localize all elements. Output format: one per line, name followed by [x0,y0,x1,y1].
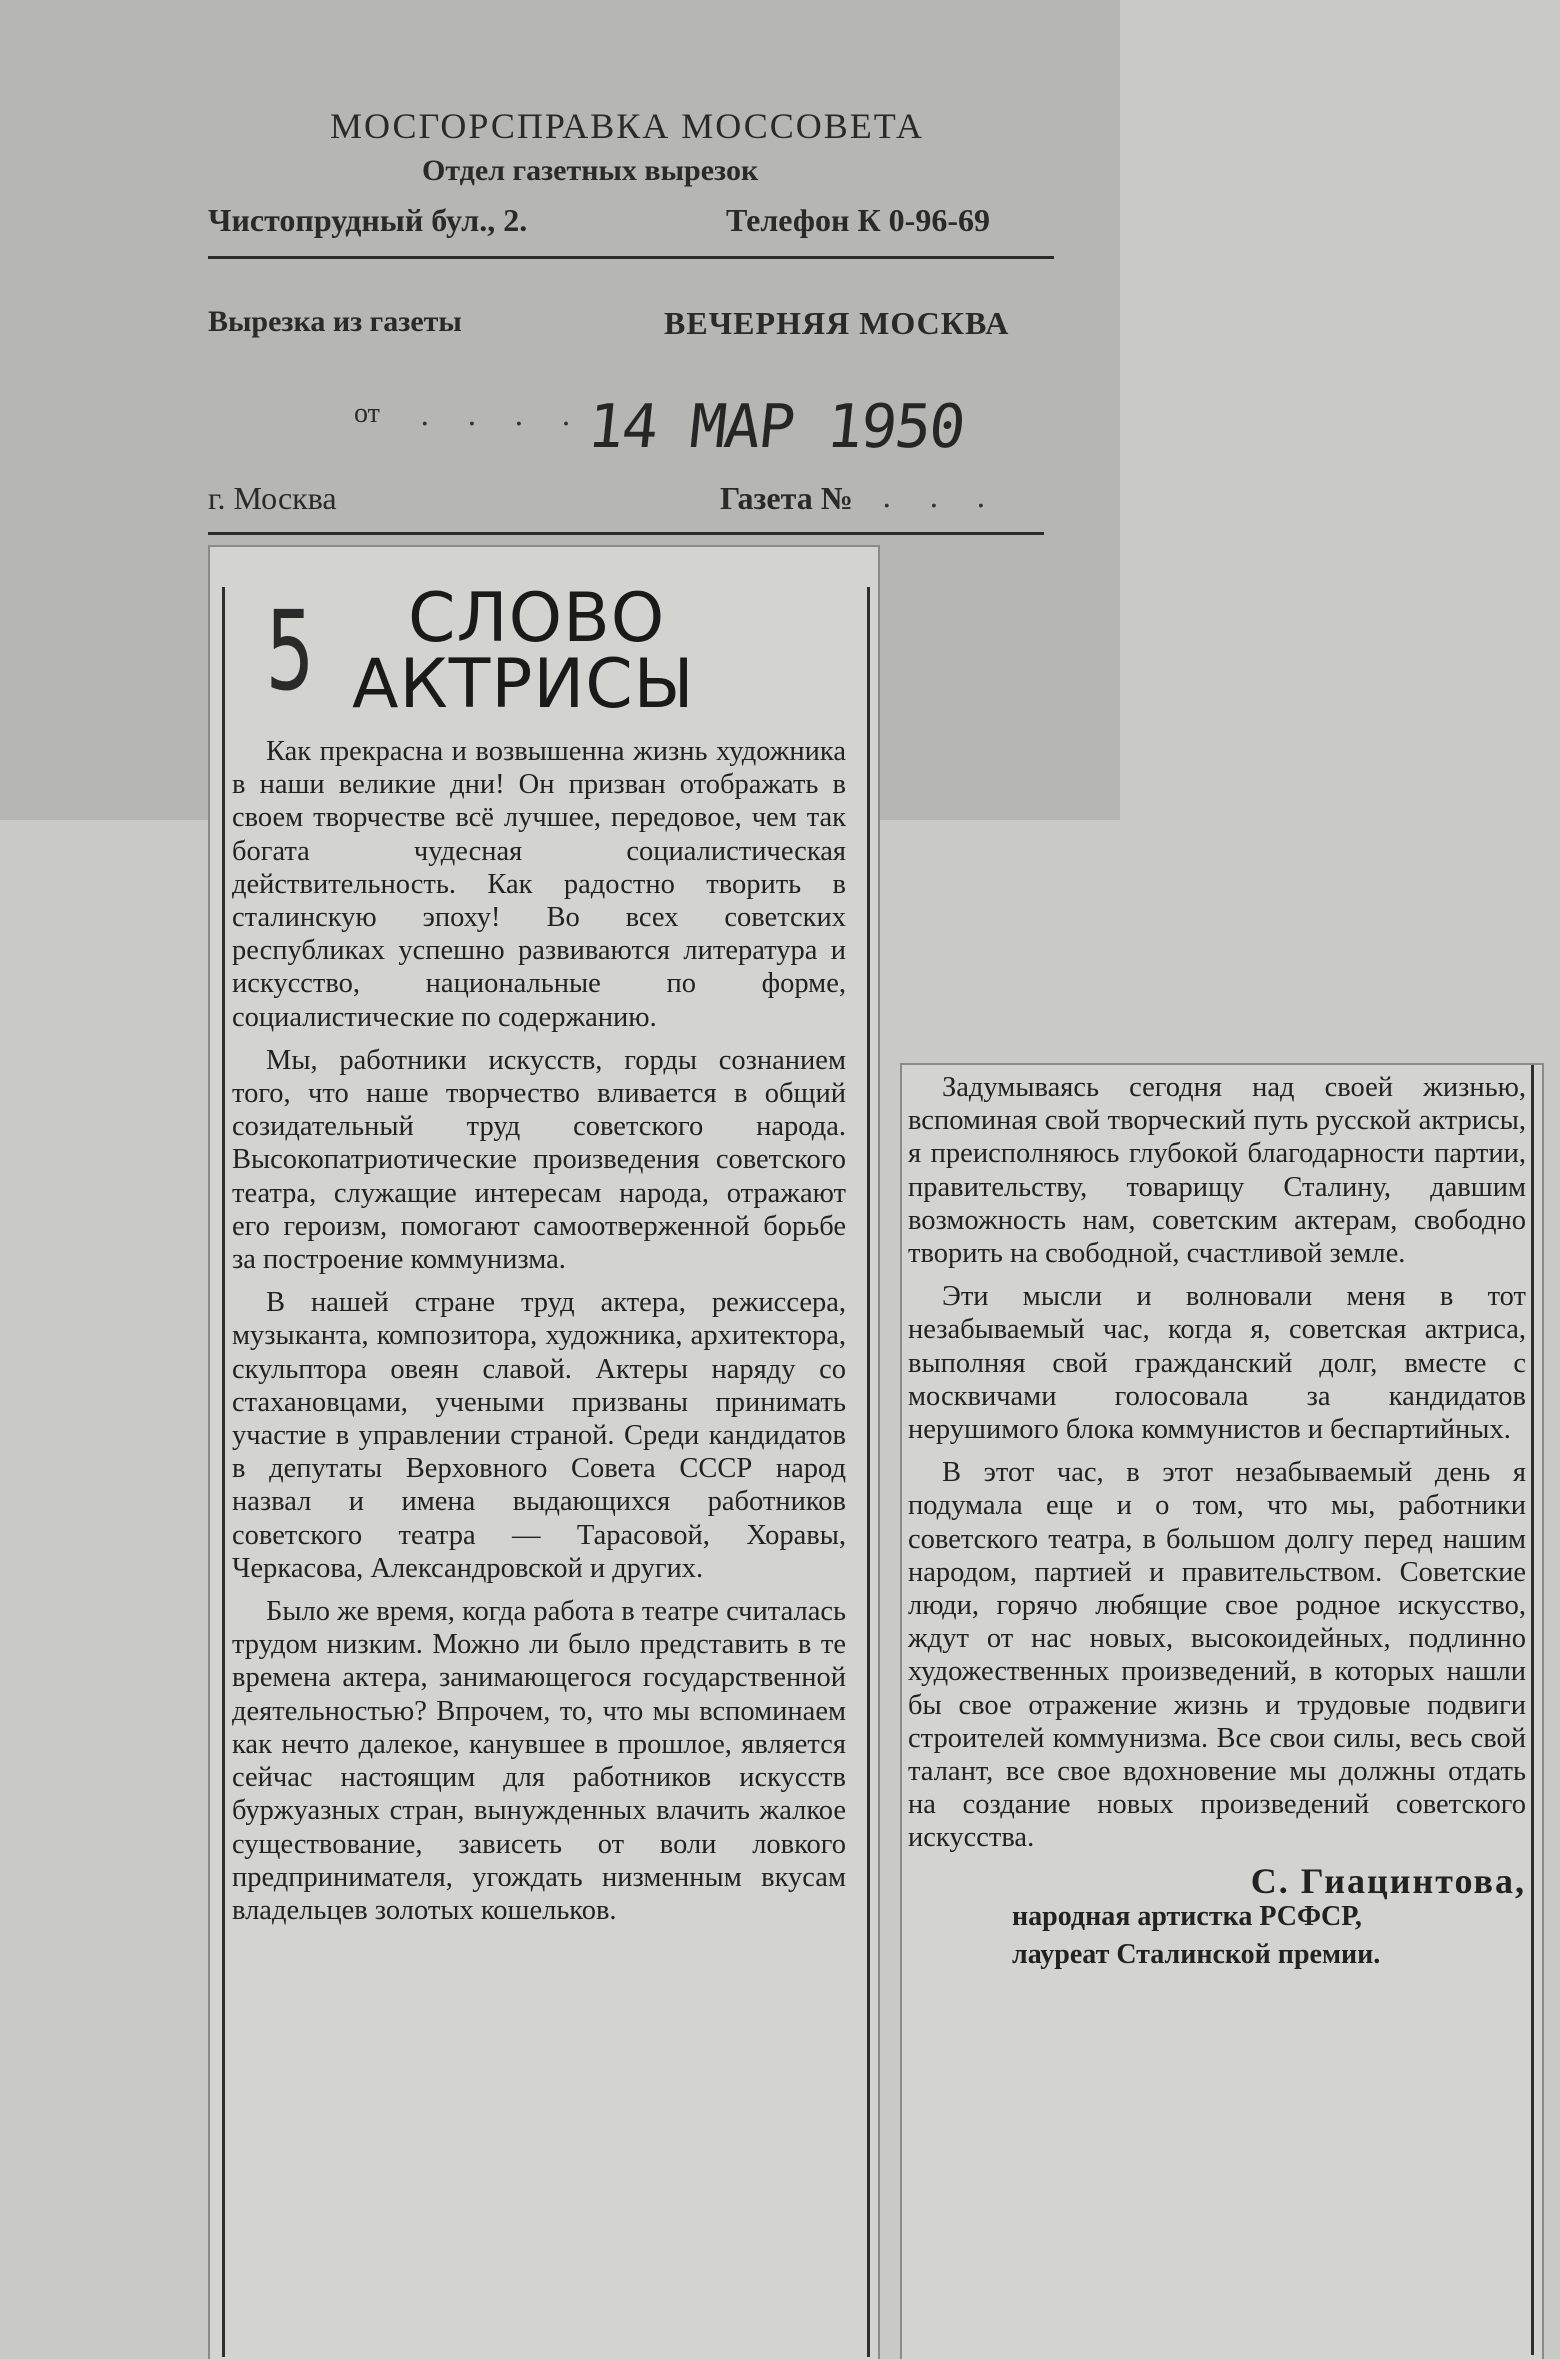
header-divider [208,256,1054,259]
clipping-label: Вырезка из газеты [208,305,462,338]
signature-block [908,1860,1526,1974]
department-name: Отдел газетных вырезок [422,154,759,187]
article-title-line2: АКТРИСЫ [352,645,695,724]
date-label: от [354,398,380,429]
column-rule [1531,1065,1534,2355]
dotted-fill: . . . . [420,398,585,433]
column-rule [222,587,225,2357]
paragraph: Мы, работники искусств, горды сознанием того, что наше творчество вливается в общий созидательный труд советского народа. Высокопатриотические произведения советского театра, служащие интересам народа, отражают его героизм, помогают самоотверженной борьбе за построение коммунизма. [232,1044,846,1276]
paragraph: Задумываясь сегодня над своей жизнью, вспоминая свой творческий путь русской актрисы, я преисполняюсь глубокой благодарности партии, правительству, товарищу Сталину, давшим возможность нам, советским актерам, свободно творить на свободной, счастливой земле. [908,1072,1526,1270]
article-body-left [232,735,846,1937]
header-divider [208,532,1044,535]
city-label: г. Москва [208,480,337,516]
phone-number: Телефон К 0-96-69 [726,202,990,238]
author-award: лауреат Сталинской премии. [1012,1938,1381,1970]
author-title: народная артистка РСФСР, [1012,1900,1362,1932]
issue-label: Газета № [720,480,853,516]
column-rule [867,587,870,2357]
paragraph: В нашей стране труд актера, режиссера, музыканта, композитора, художника, архитектора, скульптора овеян славой. Актеры наряду со стахановцами, учеными призваны принимать участие в управлении страной. Среди кандидатов в депутаты Верховного Совета СССР народ назвал и имена выдающихся работников советского театра — Тарасовой, Хоравы, Черкасова, Александровской и других. [232,1287,846,1584]
paragraph: Было же время, когда работа в театре считалась трудом низким. Можно ли было представить в те времена актера, занимающегося государственной деятельностью? Впрочем, то, что мы вспоминаем как нечто далекое, канувшее в прошлое, является сейчас настоящим для работников искусств буржуазных стран, вынужденных влачить жалкое существование, зависеть от воли ловкого предпринимателя, угождать низменным вкусам владельцев золотых кошельков. [232,1596,846,1926]
paragraph: Как прекрасна и возвышенна жизнь художника в наши великие дни! Он призван отображать в своем творчестве всё лучшее, передовое, чем так богата чудесная социалистическая действительность. Как радостно творить в сталинскую эпоху! Во всех советских республиках успешно развиваются литература и искусство, национальные по форме, социалистические по содержанию. [232,736,846,1033]
dotted-fill: . . . [882,480,1000,515]
article-column-left [208,545,880,2359]
date-stamp: 14 МАР 1950 [584,392,968,462]
address: Чистопрудный бул., 2. [208,202,528,238]
article-column-right [900,1063,1544,2359]
article-title-line1: СЛОВО [408,579,666,658]
paragraph: Эти мысли и волновали меня в тот незабываемый час, когда я, советская актриса, выполняя свой гражданский долг, вместе с москвичами голосовала за кандидатов нерушимого блока коммунистов и беспартийных. [908,1281,1526,1446]
handwritten-mark: 5 [265,587,315,715]
article-body-right [908,1071,1526,1974]
newspaper-name: ВЕЧЕРНЯЯ МОСКВА [664,305,1010,341]
paragraph: В этот час, в этот незабываемый день я подумала еще и о том, что мы, работники советского театра, в большом долгу перед нашим народом, партией и правительством. Советские люди, горячо любящие свое родное искусство, ждут от нас новых, высокоидейных, подлинно художественных произведений, в которых нашли бы свое отражение жизнь и трудовые подвиги строителей коммунизма. Все свои силы, весь свой талант, все свое вдохновение мы должны отдать на создание новых произведений советского искусства. [908,1457,1526,1854]
author-name: С. Гиацинтова, [1250,1860,1526,1901]
organization-name: МОСГОРСПРАВКА МОССОВЕТА [330,106,924,146]
